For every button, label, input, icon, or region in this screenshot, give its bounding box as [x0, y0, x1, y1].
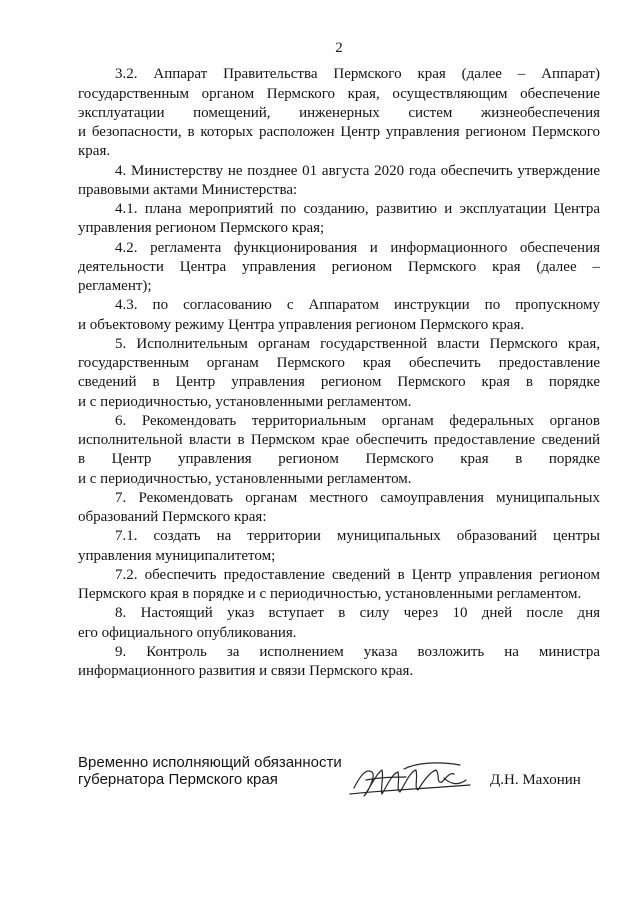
document-body [78, 65, 600, 681]
paragraph-line: управления регионом Пермского края; [78, 220, 325, 237]
paragraph-line: 7.1. создать на территории муниципальных образований центры [115, 528, 600, 545]
paragraph-4 [78, 162, 600, 201]
paragraph-line: правовыми актами Министерства: [78, 181, 298, 198]
paragraph-line: 3.2. Аппарат Правительства Пермского края (далее – Аппарат) [115, 66, 600, 83]
paragraph-line: 5. Исполнительным органам государственной власти Пермского края, [115, 335, 600, 352]
signatory-position-line: Временно исполняющий обязанности [78, 754, 342, 771]
paragraph-line: 8. Настоящий указ вступает в силу через 10 дней после дня [115, 605, 600, 622]
signatory-position [78, 754, 348, 788]
paragraph-line: его официального опубликования. [78, 624, 297, 641]
paragraph-line: образований Пермского края: [78, 509, 267, 526]
paragraph-line: информационного развития и связи Пермского края. [78, 663, 414, 680]
paragraph-4-1 [78, 200, 600, 239]
paragraph-9 [78, 643, 600, 682]
paragraph-4-2 [78, 239, 600, 297]
paragraph-line: 7.2. обеспечить предоставление сведений в Центр управления регионом [115, 566, 600, 583]
signatory-position-line: губернатора Пермского края [78, 771, 278, 788]
paragraph-line: и безопасности, в которых расположен Центр управления регионом Пермского [78, 124, 600, 141]
paragraph-line: эксплуатации помещений, инженерных систем жизнеобеспечения [78, 104, 600, 121]
paragraph-4-3 [78, 296, 600, 335]
paragraph-line: управления муниципалитетом; [78, 547, 276, 564]
paragraph-5 [78, 335, 600, 412]
paragraph-line: 7. Рекомендовать органам местного самоуправления муниципальных [115, 489, 600, 506]
paragraph-line: 9. Контроль за исполнением указа возложить на министра [115, 643, 600, 660]
paragraph-line: и с периодичностью, установленными регламентом. [78, 470, 412, 487]
paragraph-line: и объектовому режиму Центра управления регионом Пермского края. [78, 316, 525, 333]
paragraph-8 [78, 604, 600, 643]
paragraph-7-2 [78, 566, 600, 605]
paragraph-line: 6. Рекомендовать территориальным органам федеральных органов [115, 412, 600, 429]
paragraph-line: в Центр управления регионом Пермского края в порядке [78, 451, 600, 468]
paragraph-line: края. [78, 143, 111, 160]
paragraph-6 [78, 412, 600, 489]
paragraph-line: 4.3. по согласованию с Аппаратом инструкции по пропускному [115, 297, 600, 314]
paragraph-line: сведений в Центр управления регионом Пермского края в порядке [78, 374, 600, 391]
paragraph-7 [78, 489, 600, 528]
page-number: 2 [335, 40, 343, 56]
paragraph-line: государственным органам Пермского края обеспечить предоставление [78, 355, 600, 372]
handwritten-signature [346, 758, 476, 803]
paragraph-line: деятельности Центра управления регионом Пермского края (далее – [78, 258, 600, 275]
signatory-name: Д.Н. Махонин [490, 772, 581, 788]
paragraph-line: 4. Министерству не позднее 01 августа 2020 года обеспечить утверждение [115, 162, 600, 179]
paragraph-line: исполнительной власти в Пермском крае обеспечить предоставление сведений [78, 432, 600, 449]
paragraph-line: 4.2. регламента функционирования и информационного обеспечения [115, 239, 600, 256]
paragraph-line: регламент); [78, 278, 152, 295]
paragraph-line: Пермского края в порядке и с периодичностью, установленными регламентом. [78, 586, 582, 603]
paragraph-7-1 [78, 527, 600, 566]
paragraph-line: 4.1. плана мероприятий по созданию, развитию и эксплуатации Центра [115, 201, 600, 218]
paragraph-line: и с периодичностью, установленными регламентом. [78, 393, 412, 410]
paragraph-3-2 [78, 65, 600, 161]
paragraph-line: государственным органом Пермского края, осуществляющим обеспечение [78, 85, 600, 102]
